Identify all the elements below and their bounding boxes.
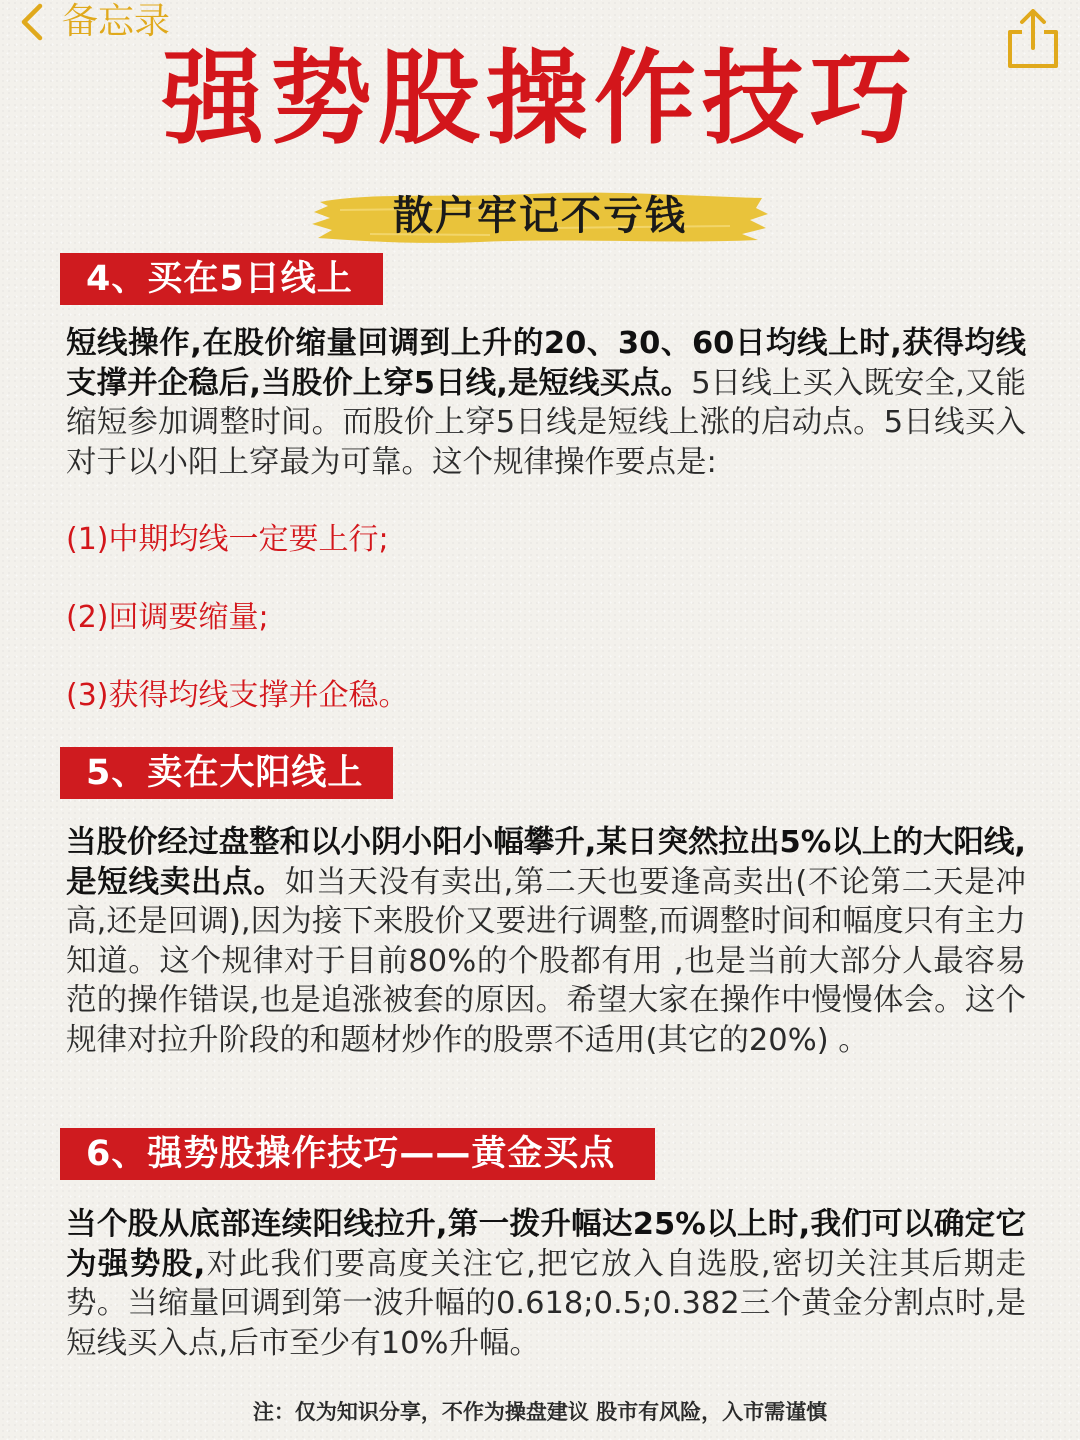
section-heading-6: 6、强势股操作技巧——黄金买点 [60, 1128, 655, 1180]
section-heading-4: 4、买在5日线上 [60, 253, 383, 305]
list-item: (2)回调要缩量; [66, 600, 269, 635]
chevron-left-icon [18, 2, 48, 42]
paragraph-text: 对此我们要高度关注它,把它放入自选股,密切关注其后期走势。当缩量回调到第一波升幅的0.618;0.5;0.382三个黄金分割点时,是短线买入点,后市至少有10%升幅。 [66, 1246, 1027, 1361]
paragraph-text: 如当天没有卖出,第二天也要逢高卖出(不论第二天是冲高,还是回调),因为接下来股价又要进行调整,而调整时间和幅度只有主力知道。这个规律对于目前80%的个股都有用 ,也是当前大部分人最容易范的操作错误,也是追涨被套的原因。希望大家在操作中慢慢体会。这个规律对拉升阶段的和题材炒作的股票不适用(其它的20%) 。 [66, 864, 1027, 1058]
subtitle-banner [310, 180, 770, 252]
footer-disclaimer: 注：仅为知识分享，不作为操盘建议 股市有风险，入市需谨慎 [252, 1400, 828, 1424]
list-item: (3)获得均线支撑并企稳。 [66, 678, 409, 713]
list-item: (1)中期均线一定要上行; [66, 522, 389, 557]
paragraph-bold-text: 短线操作,在股价缩量回调到上升的20、30、60日均线上时,获得均线支撑并企稳后,当股价上穿5日线,是短线买点。 [66, 326, 1026, 401]
section-paragraph-5 [66, 823, 1026, 1060]
section-heading-5: 5、卖在大阳线上 [60, 747, 393, 799]
back-button[interactable] [18, 0, 170, 44]
section-paragraph-4 [66, 324, 1026, 482]
subtitle: 散户牢记不亏钱 [393, 193, 687, 239]
section-paragraph-6 [66, 1205, 1026, 1363]
back-label: 备忘录 [62, 1, 171, 42]
paragraph-text: 5日线上买入既安全,又能缩短参加调整时间。而股价上穿5日线是短线上涨的启动点。5日线买入对于以小阳上穿最为可靠。这个规律操作要点是: [66, 365, 1026, 480]
page-title: 强势股操作技巧 [162, 40, 918, 159]
paragraph-bold-text: 当个股从底部连续阳线拉升,第一拨升幅达25%以上时,我们可以确定它为强势股, [66, 1207, 1026, 1282]
paragraph-bold-text: 当股价经过盘整和以小阴小阳小幅攀升,某日突然拉出5%以上的大阳线,是短线卖出点。 [66, 825, 1026, 900]
